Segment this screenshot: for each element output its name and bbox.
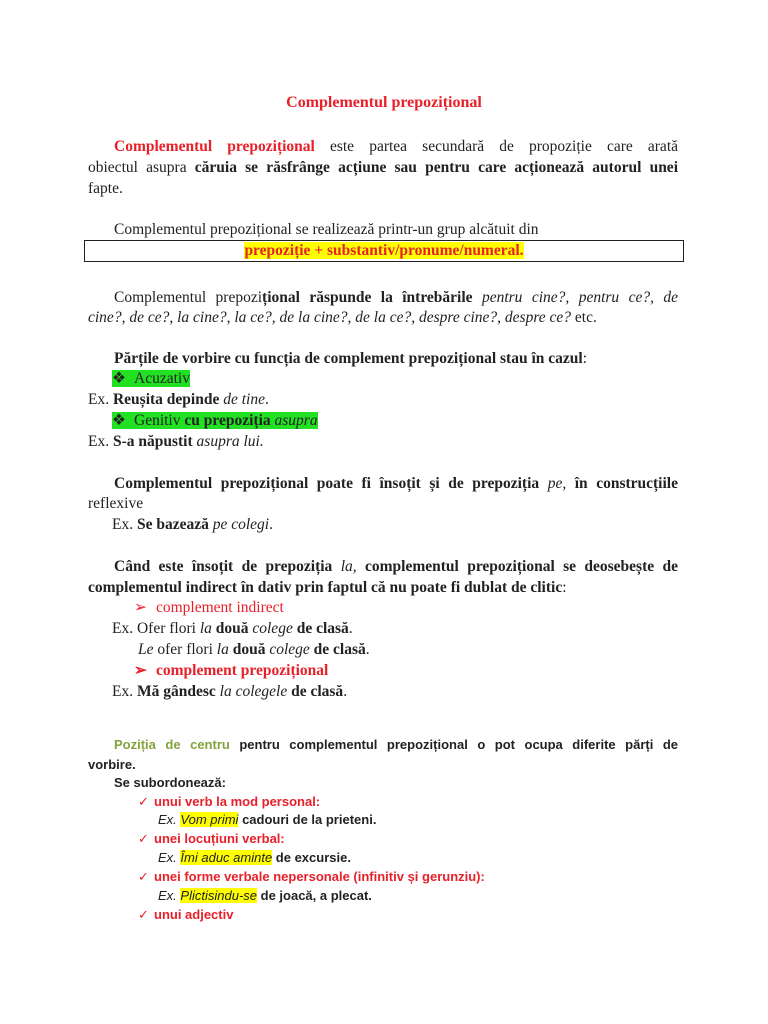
cases-intro: Părțile de vorbire cu funcția de complement prepozițional stau în cazul: (114, 350, 587, 367)
definition-line-3: fapte. (88, 180, 123, 197)
check-icon: ✓ (138, 831, 149, 846)
definition-line-2: obiectul asupra căruia se răsfrânge acțiune sau pentru care acționează autorul unei (88, 159, 678, 176)
la-line-2: complementul indirect în dativ prin faptul că nu poate fi dublat de clitic: (88, 579, 567, 596)
case-genitiv: ❖ Genitiv cu prepoziția asupra (112, 412, 318, 429)
check-icon: ✓ (138, 907, 149, 922)
questions-line-1: Complementul prepozițional răspunde la întrebările pentru cine?, pentru ce?, de (114, 289, 679, 306)
bullet-complement-indirect: ➢ complement indirect (134, 599, 284, 616)
list-item-example: Ex. Îmi aduc aminte de excursie. (158, 850, 351, 865)
formula-box (84, 240, 684, 262)
pozitia-line-1: Poziția de centru pentru complementul prepozițional o pot ocupa diferite părți de (114, 737, 678, 752)
la-line-1: Când este însoțit de prepoziția la, complementul prepozițional se deosebește de (114, 558, 678, 575)
diamond-bullet-icon: ❖ (112, 412, 126, 429)
check-icon: ✓ (138, 794, 149, 809)
case-acuzativ: ❖ Acuzativ (112, 370, 190, 387)
definition-term: Complementul prepozițional (114, 138, 315, 155)
la-example-2: Le ofer flori la două colege de clasă. (138, 641, 370, 658)
list-item: ✓ unui verb la mod personal: (138, 792, 320, 812)
formula-text: prepoziție + substantiv/pronume/numeral. (244, 242, 524, 259)
bullet-complement-prepozitional: ➢ complement prepozițional (134, 662, 329, 679)
subordonare-heading: Se subordonează: (114, 775, 226, 790)
reflexive-line-1: Complementul prepozițional poate fi însoțit și de prepoziția pe, în construcțiile (114, 475, 678, 492)
case-example-2: Ex. S-a năpustit asupra lui. (88, 433, 264, 450)
la-example-1: Ex. Ofer flori la două colege de clasă. (112, 620, 353, 637)
arrow-bullet-icon: ➢ (134, 662, 147, 679)
list-item: ✓ unei locuțiuni verbal: (138, 829, 285, 849)
list-item-example: Ex. Plictisindu-se de joacă, a plecat. (158, 888, 372, 903)
page-title: Complementul prepozițional (286, 94, 482, 111)
definition-line-1: Complementul prepozițional este partea secundară de propoziție care arată (114, 138, 678, 155)
reflexive-example: Ex. Se bazează pe colegi. (112, 516, 273, 533)
list-item: ✓ unei forme verbale nepersonale (infinitiv și gerunziu): (138, 867, 485, 887)
arrow-bullet-icon: ➢ (134, 599, 147, 616)
pozitia-line-2: vorbire. (88, 757, 136, 772)
reflexive-line-2: reflexive (88, 495, 144, 512)
case-example-1: Ex. Reușita depinde de tine. (88, 391, 269, 408)
la-example-3: Ex. Mă gândesc la colegele de clasă. (112, 683, 348, 700)
check-icon: ✓ (138, 869, 149, 884)
list-item: ✓ unui adjectiv (138, 905, 233, 925)
realization-line: Complementul prepozițional se realizează printr-un grup alcătuit din (114, 221, 539, 238)
questions-line-2: cine?, de ce?, la cine?, la ce?, de la cine?, de la ce?, despre cine?, despre ce? etc. (88, 309, 597, 326)
diamond-bullet-icon: ❖ (112, 370, 126, 387)
list-item-example: Ex. Vom primi cadouri de la prieteni. (158, 812, 377, 827)
